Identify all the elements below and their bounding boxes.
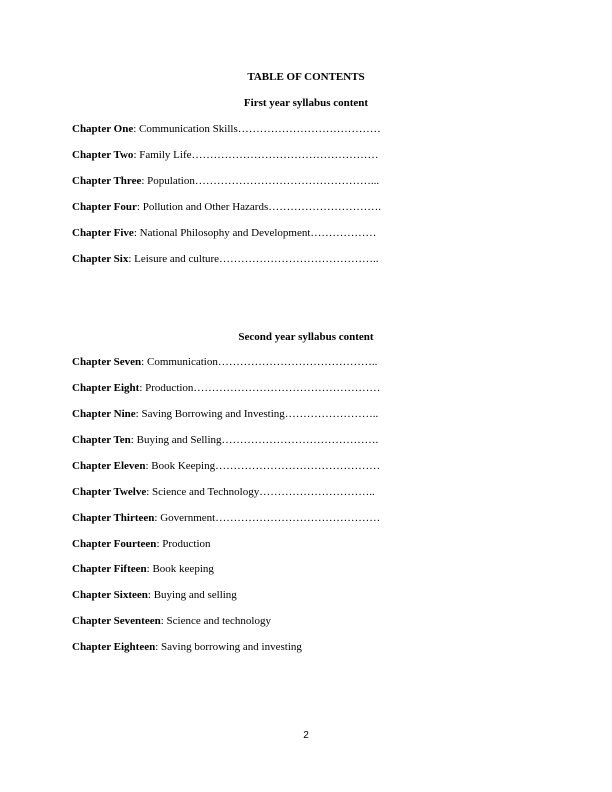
toc-entry <box>72 434 378 446</box>
chapter-text: : Population…………………………………………... <box>141 175 380 187</box>
chapter-label: Chapter Eleven <box>72 460 146 472</box>
toc-entry <box>72 149 378 161</box>
chapter-text: : Saving borrowing and investing <box>155 641 302 653</box>
toc-entry <box>72 563 214 575</box>
toc-entry <box>72 356 377 368</box>
chapter-label: Chapter Seven <box>72 356 142 368</box>
toc-entry <box>72 460 380 472</box>
chapter-text: : Communication Skills………………………………… <box>133 123 381 135</box>
chapter-label: Chapter One <box>72 123 134 135</box>
chapter-text: : Pollution and Other Hazards…………………………. <box>136 201 382 213</box>
chapter-text: : Communication…………………………………….. <box>141 356 378 368</box>
chapter-label: Chapter Five <box>72 227 134 239</box>
chapter-label: Chapter Seventeen <box>72 615 161 627</box>
toc-entry <box>72 615 271 627</box>
chapter-label: Chapter Twelve <box>72 486 147 498</box>
toc-entry <box>72 589 237 601</box>
chapter-text: : Buying and selling <box>147 589 237 601</box>
chapter-label: Chapter Fourteen <box>72 538 157 550</box>
chapter-label: Chapter Nine <box>72 408 136 420</box>
chapter-text: : Production <box>156 538 211 550</box>
chapter-text: : National Philosophy and Development……………… <box>133 227 377 239</box>
toc-entry <box>72 253 379 265</box>
chapter-label: Chapter Eight <box>72 382 140 394</box>
chapter-text: : Production…………………………………………… <box>139 382 381 394</box>
chapter-text: : Science and technology <box>160 615 271 627</box>
toc-entry <box>72 227 376 239</box>
toc-entry <box>72 123 381 135</box>
chapter-label: Chapter Six <box>72 253 129 265</box>
chapter-label: Chapter Thirteen <box>72 512 155 524</box>
section-heading-first-year: First year syllabus content <box>243 97 369 109</box>
chapter-label: Chapter Eighteen <box>72 641 156 653</box>
toc-entry <box>72 512 380 524</box>
chapter-text: : Government……………………………………… <box>154 512 381 524</box>
chapter-label: Chapter Four <box>72 201 137 213</box>
chapter-text: : Family Life…………………………………………… <box>133 149 379 161</box>
chapter-text: : Science and Technology………………………….. <box>146 486 375 498</box>
chapter-text: : Leisure and culture…………………………………….. <box>128 253 379 265</box>
toc-entry <box>72 382 380 394</box>
chapter-text: : Book keeping <box>146 563 214 575</box>
toc-entry <box>72 538 211 550</box>
toc-entry <box>72 175 379 187</box>
chapter-text: : Buying and Selling……………………………………. <box>130 434 379 446</box>
chapter-text: : Book Keeping……………………………………… <box>145 460 381 472</box>
page-title: TABLE OF CONTENTS <box>247 71 365 83</box>
chapter-label: Chapter Fifteen <box>72 563 147 575</box>
section-heading-second-year: Second year syllabus content <box>238 331 374 343</box>
chapter-label: Chapter Two <box>72 149 134 161</box>
toc-entry <box>72 201 381 213</box>
toc-entry <box>72 408 378 420</box>
chapter-text: : Saving Borrowing and Investing…………………….. <box>135 408 379 420</box>
chapter-label: Chapter Sixteen <box>72 589 148 601</box>
toc-entry <box>72 486 375 498</box>
chapter-label: Chapter Three <box>72 175 142 187</box>
page-number: 2 <box>303 730 309 741</box>
toc-entry <box>72 641 302 653</box>
chapter-label: Chapter Ten <box>72 434 131 446</box>
